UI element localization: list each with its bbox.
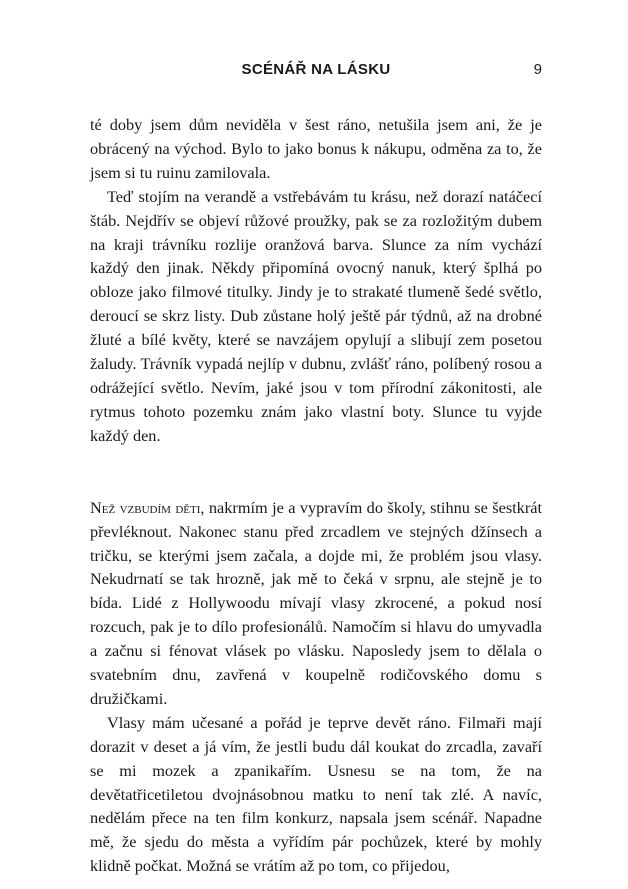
paragraph-3 (90, 496, 542, 711)
paragraph-4: Vlasy mám učesané a pořád je teprve devět ráno. Filmaři mají dorazit v deset a já vím, že jestli budu dál koukat do zrcadla, zavaří se mi mozek a zpanikařím. Usnesu se na tom, že na devětatřicetiletou dvojnásobnou matku to není tak zlé. A navíc, nedělám přece na ten film konkurz, napsala jsem scénář. Napadne mě, že sjedu do města a vyřídím pár pochůzek, které by mohly klidně počkat. Možná se vrátím až po tom, co přijedou, (90, 712, 542, 876)
page-number: 9 (533, 61, 542, 78)
paragraph-1: té doby jsem dům neviděla v šest ráno, netušila jsem ani, že je obrácený na východ. Bylo to jako bonus k nákupu, odměna za to, že jsem si tu ruinu zamilovala. (90, 115, 542, 182)
body-text (90, 113, 542, 878)
paragraph-3-lead-in: Než vzbudím děti (90, 497, 201, 517)
paragraph-3-text: , nakrmím je a vypravím do školy, stihnu se šestkrát převléknout. Nakonec stanu před zrcadlem ve stejných džínsech a tričku, se kterými jsem začala, a dojde mi, že problém jsou vlasy. Nekudrnatí se tak hrozně, jak mě to čeká v srpnu, ale stejně je to bída. Lidé z Hollywoodu mívají vlasy zkrocené, a pokud nosí rozcuch, pak je to dílo profesionálů. Namočím si hlavu do umyvadla a začnu si fénovat vlásek po vlásku. Naposledy jsem to dělala o svatebním dnu, zavřená v koupelně rodičovského domu s družičkami. (90, 497, 542, 708)
section-break (90, 448, 542, 496)
running-header (90, 61, 542, 81)
paragraph-2: Teď stojím na verandě a vstřebávám tu krásu, než dorazí natáčecí štáb. Nejdřív se objeví růžové proužky, pak se za rozložitým dubem na kraji trávníku rozlije oranžová barva. Slunce za ním vychází každý den jinak. Někdy připomíná ovocný nanuk, který šplhá po obloze jako filmové titulky. Jindy je to strakaté tlumeně šedé světlo, deroucí se skrz listy. Dub zůstane holý ještě pár týdnů, až na drobné žluté a bílé květy, které se navzájem opylují a slibují zem posetou žaludy. Trávník vypadá nejlíp v dubnu, zvlášť ráno, políbený rosou a odrážející světlo. Nevím, jaké jsou v tom přírodní zákonitosti, ale rytmus tohoto pozemku znám jako vlastní boty. Slunce tu vyjde každý den. (90, 186, 542, 445)
book-title: SCÉNÁŘ NA LÁSKU (241, 61, 391, 78)
